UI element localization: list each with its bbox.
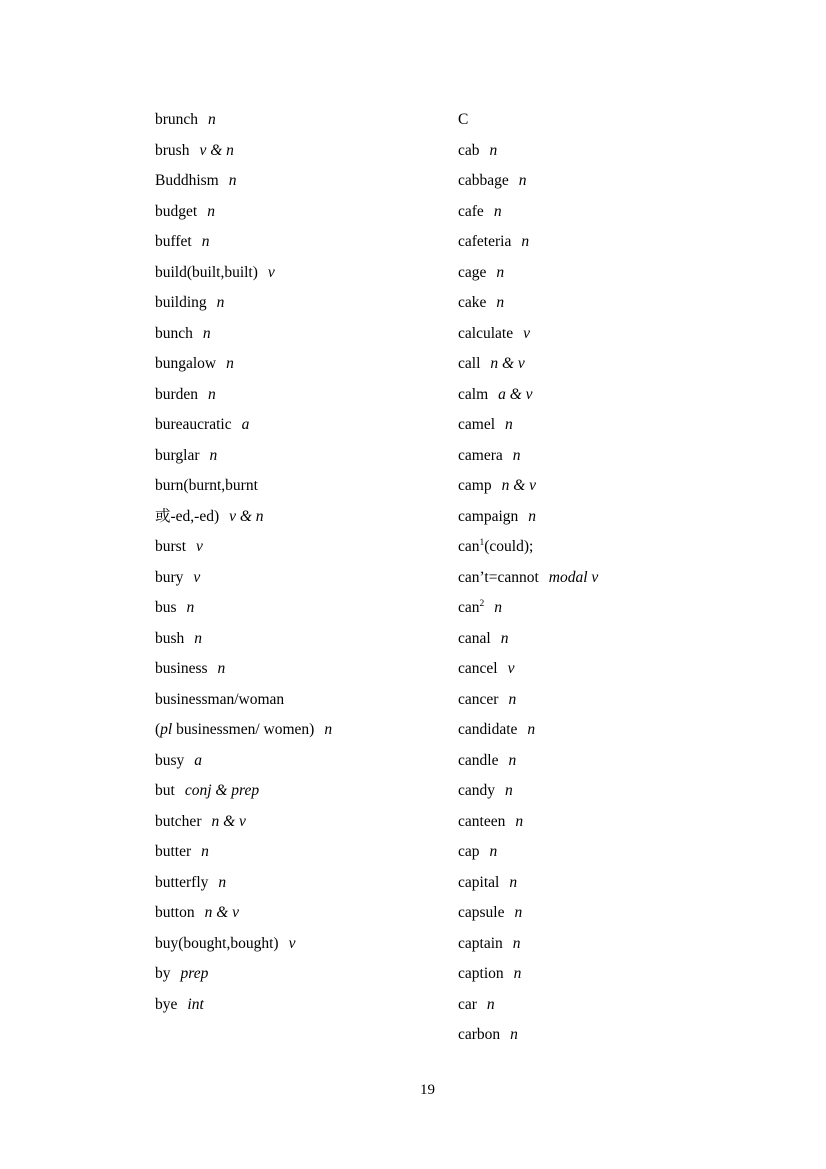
entry-row bbox=[458, 624, 753, 655]
entry-pos-tag: n bbox=[228, 172, 237, 189]
entry-row bbox=[458, 1020, 753, 1051]
entry-row bbox=[155, 654, 450, 685]
entry-row bbox=[458, 929, 753, 960]
entry-word: candle bbox=[458, 751, 499, 769]
entry-row bbox=[458, 776, 753, 807]
entry-pos-tag: n bbox=[194, 629, 203, 647]
entry-row bbox=[458, 837, 753, 868]
entry-word: cab bbox=[458, 141, 480, 159]
entry-row bbox=[458, 746, 753, 777]
entry-row bbox=[155, 715, 450, 746]
entry-word: captain bbox=[458, 934, 503, 952]
entry-word: butterfly bbox=[155, 873, 209, 891]
entry-word: bury bbox=[155, 568, 184, 586]
entry-word: cake bbox=[458, 294, 487, 311]
entry-word: cafeteria bbox=[458, 233, 512, 250]
entry-word: butter bbox=[155, 843, 192, 860]
entry-row bbox=[458, 959, 753, 990]
entry-word: budget bbox=[155, 202, 198, 220]
entry-row bbox=[458, 197, 753, 228]
entry-pos-tag: n bbox=[208, 111, 216, 128]
entry-pos-tag: n bbox=[521, 233, 530, 250]
entry-word: calm bbox=[458, 385, 489, 403]
entry-row bbox=[155, 898, 450, 929]
entry-word: can bbox=[458, 599, 480, 616]
entry-word: candidate bbox=[458, 721, 518, 738]
entry-row bbox=[155, 166, 450, 197]
entry-pos-tag: a & v bbox=[498, 385, 533, 403]
entry-word: brunch bbox=[155, 111, 199, 128]
entry-pos-tag: n bbox=[209, 446, 218, 464]
entry-word: 或-ed,-ed) bbox=[155, 507, 220, 525]
entry-word: bureaucratic bbox=[155, 416, 232, 433]
entry-row bbox=[155, 990, 450, 1021]
entry-pos-tag: n bbox=[489, 141, 498, 159]
entry-word: button bbox=[155, 904, 195, 921]
entry-row bbox=[458, 349, 753, 380]
entry-pos-tag: v bbox=[193, 568, 201, 586]
entry-word: brush bbox=[155, 141, 190, 159]
entry-word: building bbox=[155, 294, 207, 311]
entry-pos-tag: n bbox=[216, 294, 225, 311]
entry-pos-tag: n bbox=[493, 202, 502, 220]
entry-word: candy bbox=[458, 782, 496, 799]
entry-pos-tag: n bbox=[515, 812, 524, 830]
entry-pos-tag: n bbox=[509, 873, 518, 891]
entry-word: calculate bbox=[458, 324, 514, 342]
entry-word: burst bbox=[155, 538, 186, 555]
entry-pos-tag: n bbox=[186, 599, 195, 616]
entry-pos-tag: n bbox=[201, 233, 210, 250]
entry-pos-tag: n bbox=[202, 324, 211, 342]
entry-pos-tag: n bbox=[494, 599, 503, 616]
entry-pos-tag: v bbox=[267, 263, 275, 281]
vocabulary-column-left bbox=[155, 105, 450, 1020]
entry-word: bungalow bbox=[155, 355, 217, 372]
entry-word: can’t=cannot bbox=[458, 568, 539, 586]
entry-pos-tag: n bbox=[513, 965, 522, 982]
entry-word: by bbox=[155, 965, 171, 982]
entry-row bbox=[155, 227, 450, 258]
entry-word: cancer bbox=[458, 690, 499, 708]
entry-word: C bbox=[458, 111, 469, 128]
entry-row bbox=[458, 715, 753, 746]
entry-word: burn(burnt,burnt bbox=[155, 477, 258, 494]
entry-word: camel bbox=[458, 416, 496, 433]
entry-row bbox=[458, 898, 753, 929]
entry-row bbox=[458, 868, 753, 899]
entry-row bbox=[458, 471, 753, 502]
entry-row bbox=[155, 532, 450, 563]
entry-word: carbon bbox=[458, 1026, 501, 1043]
entry-word: but bbox=[155, 782, 175, 799]
entry-word: build(built,built) bbox=[155, 263, 258, 281]
entry-row bbox=[155, 624, 450, 655]
entry-pos-tag: n & v bbox=[204, 904, 240, 921]
entry-word: butcher bbox=[155, 812, 202, 830]
entry-pos-tag: n bbox=[207, 202, 215, 220]
entry-row bbox=[155, 593, 450, 624]
entry-row bbox=[155, 776, 450, 807]
entry-word: caption bbox=[458, 965, 504, 982]
entry-word: cap bbox=[458, 843, 480, 860]
entry-pos-tag: n bbox=[505, 782, 513, 799]
entry-row bbox=[155, 563, 450, 594]
entry-row bbox=[155, 441, 450, 472]
entry-pos-tag: n & v bbox=[490, 355, 525, 372]
entry-word: bunch bbox=[155, 324, 193, 342]
entry-word: burden bbox=[155, 385, 199, 403]
entry-pos-tag: v bbox=[288, 934, 296, 952]
entry-pos-tag: n bbox=[514, 904, 523, 921]
entry-word: car bbox=[458, 995, 477, 1013]
entry-superscript: 1 bbox=[479, 537, 485, 548]
entry-row bbox=[458, 258, 753, 289]
entry-row bbox=[155, 288, 450, 319]
entry-word: ( bbox=[155, 721, 161, 738]
entry-word: buy(bought,bought) bbox=[155, 934, 279, 952]
entry-word: bush bbox=[155, 629, 185, 647]
entry-pos-tag: a bbox=[241, 416, 250, 433]
entry-row bbox=[155, 349, 450, 380]
entry-pos-tag: n bbox=[324, 721, 333, 738]
entry-row bbox=[458, 563, 753, 594]
entry-pos-tag: n bbox=[512, 934, 521, 952]
entry-row bbox=[458, 441, 753, 472]
entry-row bbox=[155, 136, 450, 167]
entry-word: cancel bbox=[458, 660, 498, 677]
entry-row bbox=[155, 502, 450, 533]
entry-word: campaign bbox=[458, 507, 519, 525]
entry-row bbox=[155, 868, 450, 899]
entry-word: burglar bbox=[155, 446, 200, 464]
entry-word: capital bbox=[458, 873, 500, 891]
entry-pos-tag: prep bbox=[180, 965, 209, 982]
entry-word: businessman/woman bbox=[155, 690, 285, 708]
entry-pos-tag: n bbox=[505, 416, 513, 433]
entry-word: cafe bbox=[458, 202, 484, 220]
entry-pos-tag: v & n bbox=[229, 507, 264, 525]
entry-row bbox=[155, 837, 450, 868]
entry-pos-tag: n bbox=[218, 873, 227, 891]
entry-word: canal bbox=[458, 629, 491, 647]
entry-row bbox=[155, 929, 450, 960]
entry-word: capsule bbox=[458, 904, 505, 921]
entry-row bbox=[155, 410, 450, 441]
entry-pos-tag: n bbox=[508, 690, 517, 708]
entry-row bbox=[458, 227, 753, 258]
entry-pos-tag: v bbox=[523, 324, 530, 342]
entry-row bbox=[458, 685, 753, 716]
entry-pos-tag: n bbox=[496, 263, 505, 281]
entry-pos-tag: int bbox=[187, 995, 204, 1013]
entry-word: canteen bbox=[458, 812, 506, 830]
entry-pos-tag: pl bbox=[160, 721, 173, 738]
entry-row bbox=[155, 471, 450, 502]
entry-pos-tag: n bbox=[510, 1026, 518, 1043]
entry-word: cage bbox=[458, 263, 487, 281]
entry-row bbox=[458, 166, 753, 197]
entry-pos-tag: n bbox=[496, 294, 505, 311]
entry-word: busy bbox=[155, 751, 185, 769]
entry-row bbox=[458, 532, 753, 563]
entry-row bbox=[458, 807, 753, 838]
entry-row bbox=[155, 380, 450, 411]
entry-pos-tag: n bbox=[500, 629, 509, 647]
entry-pos-tag: modal v bbox=[548, 568, 599, 586]
entry-pos-tag: conj & prep bbox=[184, 782, 260, 799]
entry-word: business bbox=[155, 660, 208, 677]
entry-row bbox=[155, 959, 450, 990]
entry-word: Buddhism bbox=[155, 172, 219, 189]
entry-pos-tag: n bbox=[226, 355, 234, 372]
entry-pos-tag: v bbox=[507, 660, 515, 677]
entry-word: (could); bbox=[484, 538, 534, 555]
entry-word: cabbage bbox=[458, 172, 509, 189]
entry-row bbox=[458, 410, 753, 441]
entry-row bbox=[155, 258, 450, 289]
entry-pos-tag: n & v bbox=[501, 477, 537, 494]
entry-word: bus bbox=[155, 599, 177, 616]
entry-row bbox=[458, 380, 753, 411]
entry-pos-tag: v bbox=[196, 538, 203, 555]
entry-word: buffet bbox=[155, 233, 192, 250]
entry-pos-tag: n bbox=[208, 385, 216, 403]
entry-pos-tag: n bbox=[518, 172, 527, 189]
entry-word: bye bbox=[155, 995, 178, 1013]
entry-word: camera bbox=[458, 446, 503, 464]
entry-pos-tag: n bbox=[486, 995, 495, 1013]
entry-word: businessmen/ women) bbox=[172, 721, 315, 738]
entry-row bbox=[155, 746, 450, 777]
page-number: 19 bbox=[420, 1082, 435, 1098]
entry-pos-tag: v & n bbox=[199, 141, 234, 159]
entry-row bbox=[155, 319, 450, 350]
entry-pos-tag: n bbox=[527, 721, 536, 738]
entry-row bbox=[458, 319, 753, 350]
entry-row bbox=[155, 105, 450, 136]
entry-row bbox=[458, 990, 753, 1021]
entry-pos-tag: n bbox=[489, 843, 498, 860]
entry-superscript: 2 bbox=[479, 598, 485, 609]
entry-row bbox=[155, 807, 450, 838]
entry-row bbox=[458, 502, 753, 533]
entry-word: camp bbox=[458, 477, 492, 494]
entry-row bbox=[458, 654, 753, 685]
entry-pos-tag: n & v bbox=[211, 812, 246, 830]
entry-pos-tag: a bbox=[194, 751, 203, 769]
entry-word: can bbox=[458, 538, 480, 555]
entry-pos-tag: n bbox=[508, 751, 517, 769]
entry-pos-tag: n bbox=[512, 446, 521, 464]
entry-word: call bbox=[458, 355, 481, 372]
entry-pos-tag: n bbox=[217, 660, 226, 677]
vocabulary-column-right bbox=[458, 105, 753, 1051]
entry-row bbox=[458, 288, 753, 319]
entry-row bbox=[155, 197, 450, 228]
entry-row bbox=[155, 685, 450, 716]
entry-row bbox=[458, 136, 753, 167]
entry-pos-tag: n bbox=[528, 507, 537, 525]
entry-row bbox=[458, 105, 753, 136]
entry-row bbox=[458, 593, 753, 624]
entry-pos-tag: n bbox=[201, 843, 209, 860]
